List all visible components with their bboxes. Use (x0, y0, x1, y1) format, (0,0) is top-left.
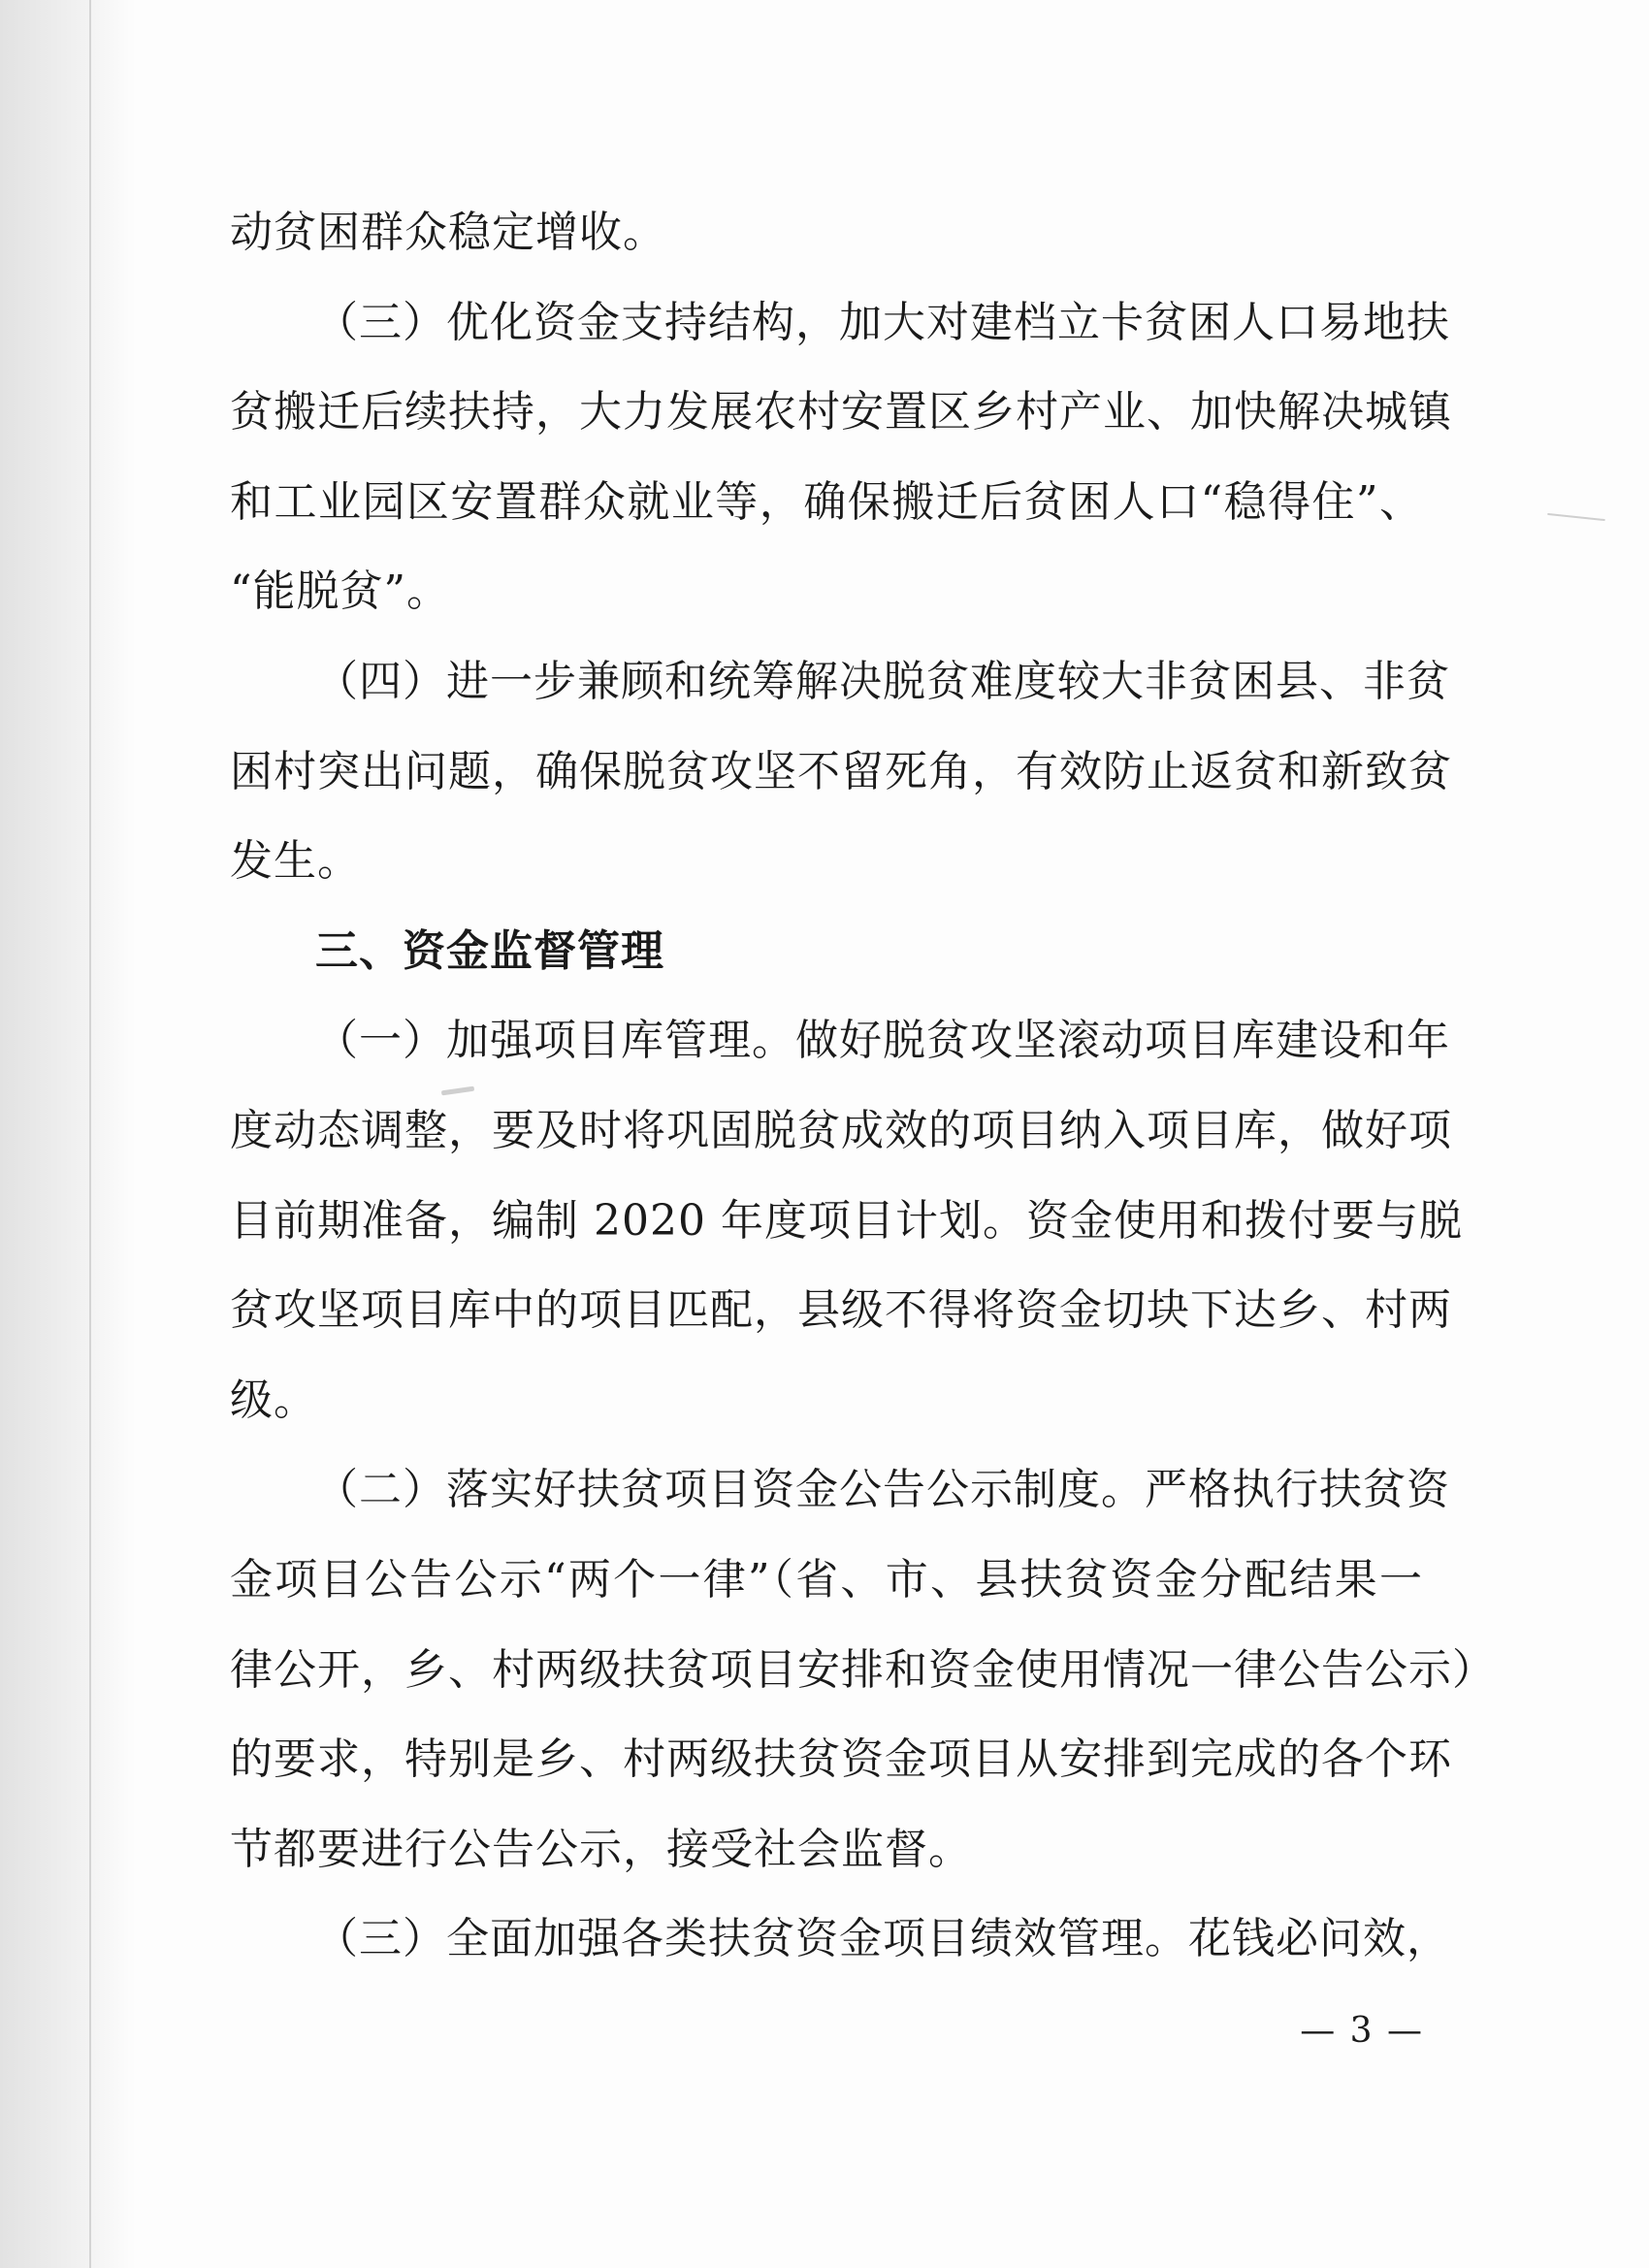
text-line: 金项目公告公示“两个一律”（省、市、县扶贫资金分配结果一 (230, 1554, 1423, 1604)
scan-speck (1547, 513, 1605, 521)
text-line: 度动态调整，要及时将巩固脱贫成效的项目纳入项目库，做好项 (230, 1105, 1452, 1155)
binding-shadow (0, 0, 136, 2268)
text-line: 和工业园区安置群众就业等，确保搬迁后贫困人口“稳得住”、 (230, 476, 1423, 527)
text-line: （三）优化资金支持结构，加大对建档立卡贫困人口易地扶 (315, 297, 1450, 347)
text-line: 困村突出问题，确保脱贫攻坚不留死角，有效防止返贫和新致贫 (230, 746, 1452, 796)
page-number: — 3 — (1300, 2011, 1424, 2051)
text-line: 动贫困群众稳定增收。 (230, 208, 666, 257)
text-line: 目前期准备，编制 2020 年度项目计划。资金使用和拨付要与脱 (230, 1195, 1463, 1246)
binding-edge (89, 0, 91, 2268)
text-line: 律公开，乡、村两级扶贫项目安排和资金使用情况一律公告公示） (230, 1644, 1496, 1695)
body-text (230, 208, 1496, 2005)
section-heading: 三、资金监督管理 (315, 925, 664, 976)
text-line: 的要求，特别是乡、村两级扶贫资金项目从安排到完成的各个环 (230, 1734, 1452, 1785)
text-line: 级。 (230, 1375, 317, 1425)
text-line: （二）落实好扶贫项目资金公告公示制度。严格执行扶贫资 (315, 1465, 1450, 1515)
text-line: （四）进一步兼顾和统筹解决脱贫难度较大非贫困县、非贫 (315, 656, 1450, 706)
text-line: 节都要进行公告公示，接受社会监督。 (230, 1824, 972, 1874)
text-line: （一）加强项目库管理。做好脱贫攻坚滚动项目库建设和年 (315, 1016, 1450, 1066)
text-line: “能脱贫”。 (230, 567, 450, 617)
text-line: 发生。 (230, 836, 361, 887)
text-line: （三）全面加强各类扶贫资金项目绩效管理。花钱必问效， (315, 1914, 1450, 1964)
text-line: 贫搬迁后续扶持，大力发展农村安置区乡村产业、加快解决城镇 (230, 387, 1452, 437)
text-line: 贫攻坚项目库中的项目匹配，县级不得将资金切块下达乡、村两 (230, 1285, 1452, 1336)
